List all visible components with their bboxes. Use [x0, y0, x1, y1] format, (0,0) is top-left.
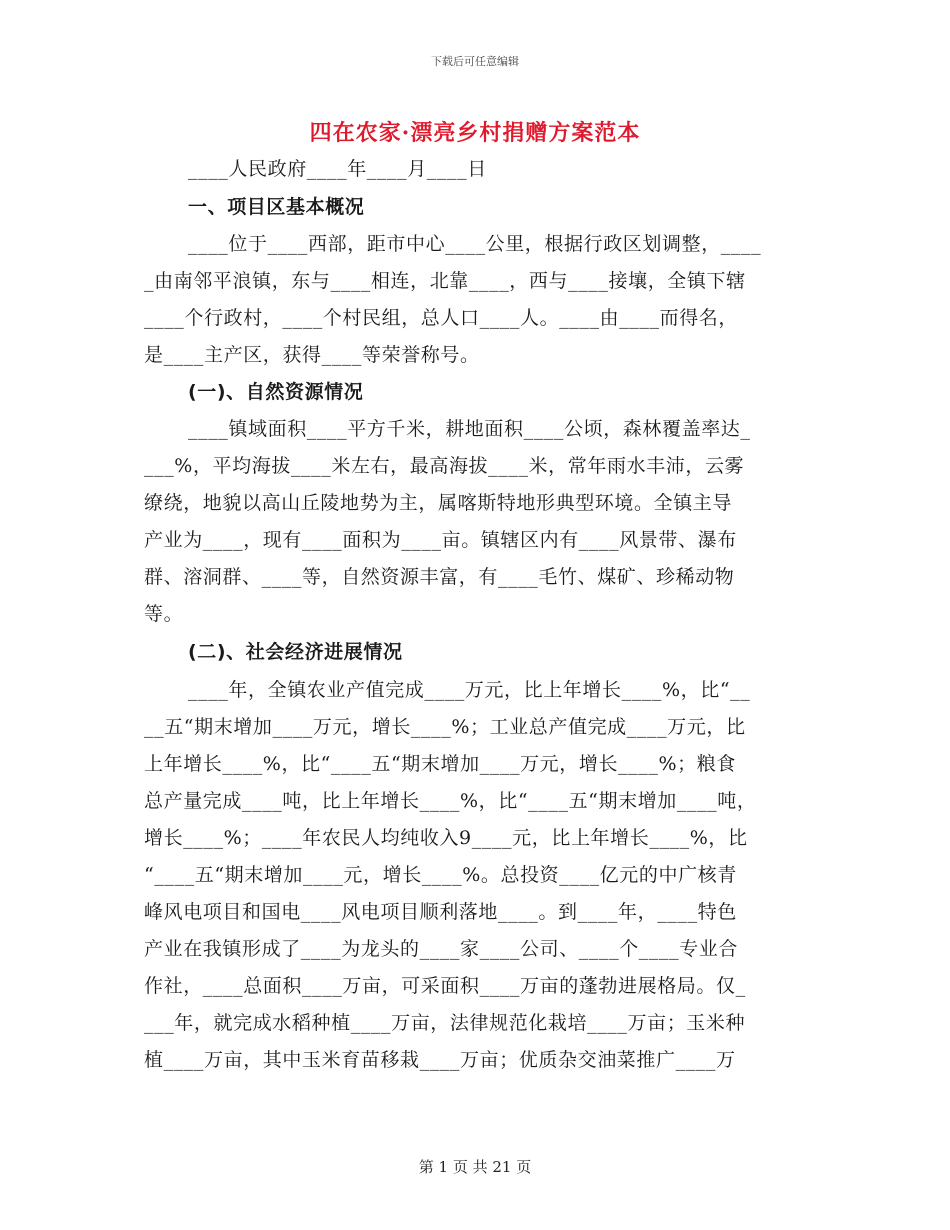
paragraph-line: 是____主产区，获得____等荣誉称号。 — [144, 344, 480, 366]
paragraph-line: 上年增长____%，比“____五“期末增加____万元，增长____%；粮食 — [144, 753, 736, 775]
paragraph-line: ____位于____西部，距市中心____公里，根据行政区划调整，____ — [188, 233, 762, 255]
page-header: 下载后可任意编辑 — [431, 55, 519, 68]
page-number-footer: 第 1 页 共 21 页 — [418, 1158, 532, 1176]
paragraph-line: “____五“期末增加____元，增长____%。总投资____亿元的中广核青 — [144, 864, 737, 886]
paragraph-line: 作社，____总面积____万亩，可采面积____万亩的蓬勃进展格局。仅_ — [144, 975, 746, 997]
paragraph-line: ____个行政村，____个村民组，总人口____人。____由____而得名， — [144, 307, 739, 329]
paragraph-line: 植____万亩，其中玉米育苗移栽____万亩；优质杂交油菜推广____万 — [144, 1049, 736, 1071]
subsection-heading-resources: (一)、自然资源情况 — [188, 381, 364, 403]
date-line: ____人民政府____年____月____日 — [188, 158, 487, 180]
paragraph-line: 产业为____，现有____面积为____亩。镇辖区内有____风景带、瀑布 — [144, 529, 737, 551]
document-title: 四在农家·漂亮乡村捐赠方案范本 — [309, 120, 641, 146]
paragraph-line: _由南邻平浪镇，东与____相连，北靠____，西与____接壤，全镇下辖 — [144, 270, 746, 292]
paragraph-line: 缭绕，地貌以高山丘陵地势为主，属喀斯特地形典型环境。全镇主导 — [144, 492, 733, 514]
paragraph-line: ____镇域面积____平方千米，耕地面积____公顷，森林覆盖率达_ — [188, 418, 751, 440]
subsection-heading-economy: (二)、社会经济进展情况 — [188, 641, 403, 663]
paragraph-line: 产业在我镇形成了____为龙头的____家____公司、____个____专业合 — [144, 938, 739, 960]
paragraph-line: 峰风电项目和国电____风电项目顺利落地____。到____年，____特色 — [144, 901, 737, 923]
paragraph-line: ____年，全镇农业产值完成____万元，比上年增长____%，比“__ — [188, 679, 751, 701]
paragraph-line: 增长____%；____年农民人均纯收入9____元，比上年增长____%，比 — [144, 827, 748, 849]
paragraph-line: 群、溶洞群、____等，自然资源丰富，有____毛竹、煤矿、珍稀动物 — [144, 566, 735, 588]
paragraph-line: __五“期末增加____万元，增长____%；工业总产值完成____万元，比 — [144, 716, 746, 738]
paragraph-line: 等。 — [144, 603, 184, 625]
paragraph-line: ___%，平均海拔____米左右，最高海拔____米，常年雨水丰沛，云雾 — [144, 455, 745, 477]
paragraph-line: 总产量完成____吨，比上年增长____%，比“____五“期末增加____吨， — [144, 790, 757, 812]
paragraph-line: ___年，就完成水稻种植____万亩，法律规范化栽培____万亩；玉米种 — [144, 1012, 746, 1034]
section-heading-overview: 一、项目区基本概况 — [188, 196, 365, 218]
